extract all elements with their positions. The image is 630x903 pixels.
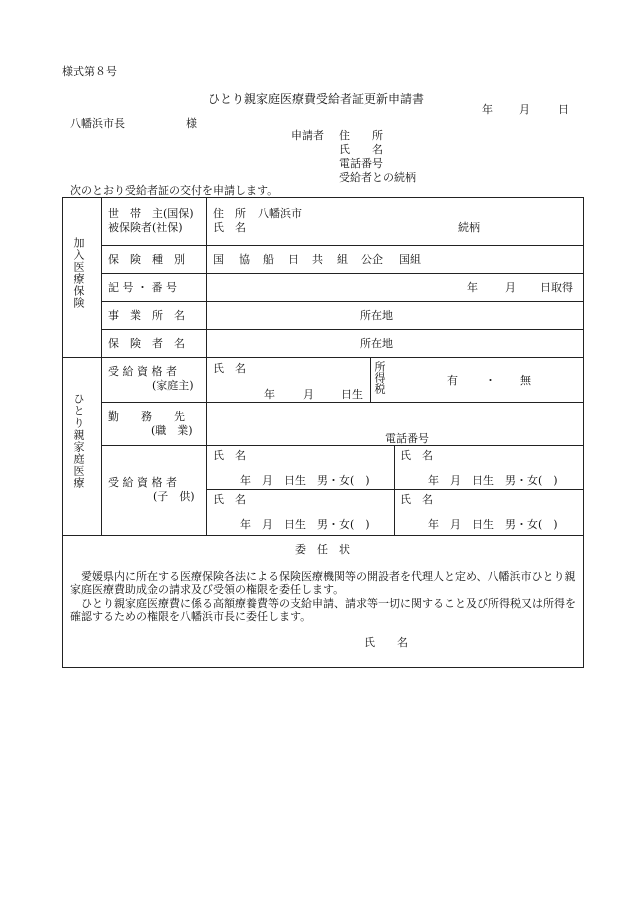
child-birth-gender: 年 月 日生 男・女( ) — [428, 474, 558, 487]
recipient-parent-label-line2: (家庭主) — [152, 379, 194, 392]
office-label: 事 業 所 名 — [108, 309, 185, 322]
divider — [206, 197, 207, 535]
child-birth-gender: 年 月 日生 男・女( ) — [240, 518, 370, 531]
recipient-parent-name-label: 氏 名 — [213, 362, 246, 375]
child-name-label: 氏 名 — [213, 449, 246, 462]
insurer-label: 保 険 者 名 — [108, 337, 185, 350]
applicant-relation-label: 受給者との続柄 — [339, 171, 416, 184]
date-day: 日 — [558, 103, 569, 116]
child-birth-gender: 年 月 日生 男・女( ) — [428, 518, 558, 531]
acquired-month: 月 — [505, 281, 516, 294]
section-label-single-parent: ひとり親家庭医療 — [72, 393, 85, 489]
head-label-line1: 世 帯 主(国保) — [108, 207, 194, 220]
recipient-parent-label-line1: 受 給 資 格 者 — [108, 365, 177, 378]
insurance-type-label: 保 険 種 別 — [108, 253, 185, 266]
child-birth-gender: 年 月 日生 男・女( ) — [240, 474, 370, 487]
child-name-label: 氏 名 — [213, 493, 246, 506]
income-tax-label: 所得税 — [373, 361, 386, 394]
divider — [394, 445, 395, 535]
income-tax-yes[interactable]: 有 — [447, 374, 458, 387]
addressee-honorific: 様 — [186, 117, 197, 130]
head-relation-label: 続柄 — [458, 221, 480, 234]
date-year: 年 — [482, 103, 493, 116]
insurance-type-option[interactable]: 日 — [288, 253, 299, 266]
head-address-value: 八幡浜市 — [258, 207, 302, 220]
divider — [101, 197, 102, 535]
intro-text: 次のとおり受給者証の交付を申請します。 — [70, 184, 279, 197]
insurance-type-option[interactable]: 船 — [263, 253, 274, 266]
acquired-day: 日取得 — [540, 281, 573, 294]
head-label-line2: 被保険者(社保) — [108, 221, 183, 234]
workplace-label-line2: (職 業) — [151, 424, 193, 437]
head-address-label: 住 所 — [213, 207, 246, 220]
income-tax-no[interactable]: 無 — [520, 374, 531, 387]
workplace-phone-label: 電話番号 — [385, 432, 429, 445]
delegation-paragraph-2: ひとり親家庭医療費に係る高額療養費等の支給申請、請求等一切に関すること及び所得税又は所得を確認するための権限を八幡浜市長に委任します。 — [70, 597, 576, 623]
divider — [101, 273, 584, 274]
office-location-label: 所在地 — [360, 309, 393, 322]
child-name-label: 氏 名 — [400, 493, 433, 506]
delegation-title: 委 任 状 — [295, 543, 350, 556]
insurance-type-option[interactable]: 国 — [213, 253, 224, 266]
addressee-city: 八幡浜市長 — [70, 117, 125, 130]
divider — [101, 402, 584, 403]
delegation-paragraph-1: 愛媛県内に所在する医療保険各法による保険医療機関等の開設者を代理人と定め、八幡浜市ひとり親家庭医療費助成金の請求及び受領の権限を委任します。 — [70, 570, 576, 596]
insurer-location-label: 所在地 — [360, 337, 393, 350]
insurance-type-option[interactable]: 国組 — [399, 253, 421, 266]
child-name-label: 氏 名 — [400, 449, 433, 462]
divider — [101, 445, 584, 446]
applicant-address-label: 住 所 — [339, 129, 383, 142]
form-title: ひとり親家庭医療費受給者証更新申請書 — [208, 92, 425, 106]
insurance-type-option[interactable]: 共 — [312, 253, 323, 266]
income-tax-separator: ・ — [485, 374, 496, 387]
applicant-phone-label: 電話番号 — [339, 157, 383, 170]
recipient-children-label-line2: (子 供) — [153, 490, 195, 503]
recipient-parent-birth-day: 日生 — [341, 388, 363, 401]
delegation-name-label: 氏 名 — [364, 636, 408, 649]
recipient-parent-birth-month: 月 — [303, 388, 314, 401]
recipient-parent-birth-year: 年 — [264, 388, 275, 401]
divider — [101, 245, 584, 246]
divider — [206, 489, 584, 490]
applicant-name-label: 氏 名 — [339, 143, 383, 156]
insurance-type-option[interactable]: 公企 — [361, 253, 383, 266]
section-label-insurance: 加入医療保険 — [72, 237, 85, 309]
acquired-year: 年 — [467, 281, 478, 294]
applicant-label: 申請者 — [291, 129, 324, 142]
divider — [62, 535, 584, 536]
head-name-label: 氏 名 — [213, 221, 246, 234]
symbol-number-label: 記 号 ・ 番 号 — [108, 281, 177, 294]
workplace-label-line1: 勤 務 先 — [108, 410, 185, 423]
recipient-children-label-line1: 受 給 資 格 者 — [108, 476, 177, 489]
insurance-type-option[interactable]: 組 — [337, 253, 348, 266]
insurance-type-option[interactable]: 協 — [239, 253, 250, 266]
form-number: 様式第８号 — [62, 65, 117, 78]
divider — [370, 357, 371, 402]
divider — [101, 301, 584, 302]
divider — [101, 329, 584, 330]
date-month: 月 — [519, 103, 530, 116]
divider — [62, 357, 584, 358]
